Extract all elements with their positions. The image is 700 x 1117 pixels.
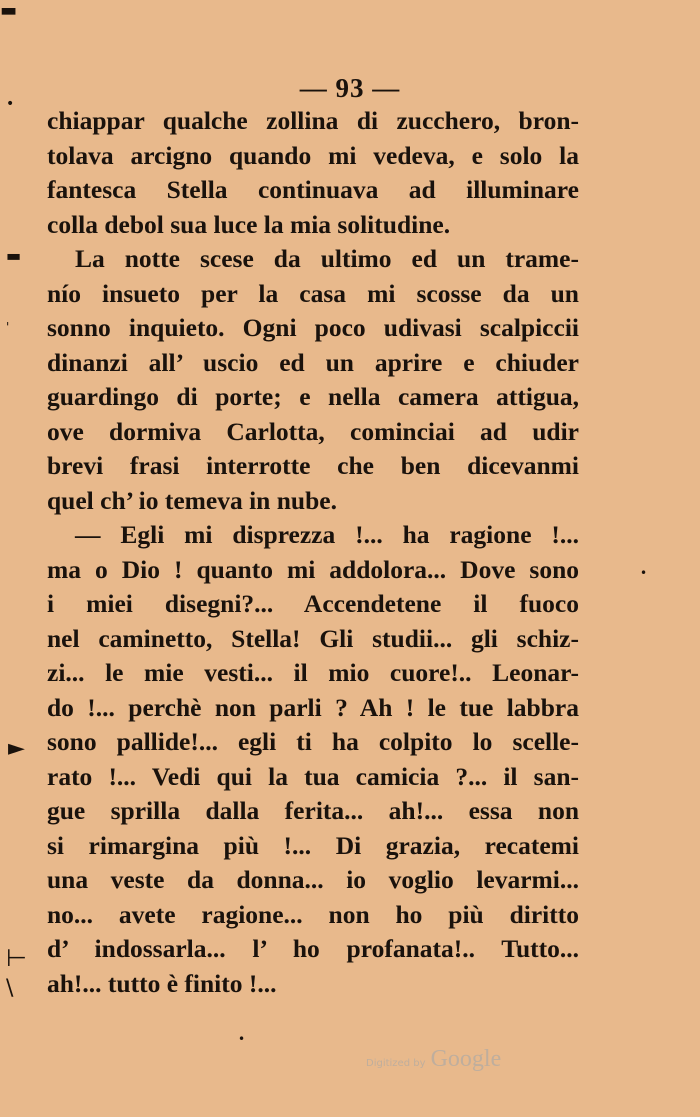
text-line: si rimargina più !... Di grazia, recatemi (47, 830, 579, 860)
text-line: guardingo di porte; e nella camera attigua, (47, 382, 579, 411)
google-logo: Google (430, 1046, 502, 1072)
text-line: tolava arcigno quando mi vedeva, e solo la (47, 140, 579, 170)
text-line: nel caminetto, Stella! Gli studii... gli schiz- (47, 623, 579, 653)
margin-arrow-mark: ► (8, 736, 25, 761)
text-line: brevi frasi interrotte che ben dicevanmi (47, 451, 579, 480)
text-line: no... avete ragione... non ho più diritto (47, 899, 579, 929)
margin-mark: ' (6, 320, 10, 334)
watermark-prefix: Digitized by (366, 1058, 426, 1069)
text-line: ma o Dio ! quanto mi addolora... Dove sono (47, 554, 579, 584)
text-line: gue sprilla dalla ferita... ah!... essa non (47, 796, 579, 825)
text-line: d’ indossarla... l’ ho profanata!.. Tutto... (47, 934, 579, 963)
text-line: colla debol sua luce la mia solitudine. (47, 209, 451, 239)
text-line: ah!... tutto è finito !... (47, 968, 277, 998)
text-line: sono pallide!... egli ti ha colpito lo scelle- (47, 727, 579, 756)
text-line: dinanzi all’ uscio ed un aprire e chiuder (47, 347, 579, 377)
margin-mark: ⊢ (6, 944, 27, 972)
text-line: nío insueto per la casa mi scosse da un (47, 278, 579, 308)
digitized-watermark (366, 1046, 501, 1073)
text-line: quel ch’ io temeva in nube. (47, 485, 337, 515)
margin-mark: • (6, 96, 15, 112)
margin-mark: ▬ (6, 246, 22, 265)
text-line: i miei disegni?... Accendetene il fuoco (47, 589, 579, 618)
text-line: zi... le mie vesti... il mio cuore!.. Leonar- (47, 658, 579, 687)
page-number: — 93 — (299, 73, 401, 103)
margin-mark: • (640, 566, 648, 580)
text-line: rato !... Vedi qui la tua camicia ?... il san- (47, 761, 579, 791)
text-line: do !... perchè non parli ? Ah ! le tue labbra (47, 692, 579, 722)
text-line: — Egli mi disprezza !... ha ragione !... (75, 520, 579, 549)
text-line: La notte scese da ultimo ed un trame- (75, 244, 579, 273)
body-text (47, 104, 579, 1001)
text-line: chiappar qualche zollina di zucchero, bron- (47, 106, 579, 135)
text-line: fantesca Stella continuava ad illuminare (47, 175, 579, 204)
text-line: ove dormiva Carlotta, cominciai ad udir (47, 416, 579, 446)
margin-mark: \ (6, 976, 14, 1001)
margin-mark: • (238, 1032, 246, 1046)
text-line: sonno inquieto. Ogni poco udivasi scalpiccii (47, 313, 579, 342)
margin-mark: ▬ (0, 0, 18, 21)
text-line: una veste da donna... io voglio levarmi... (47, 865, 579, 894)
